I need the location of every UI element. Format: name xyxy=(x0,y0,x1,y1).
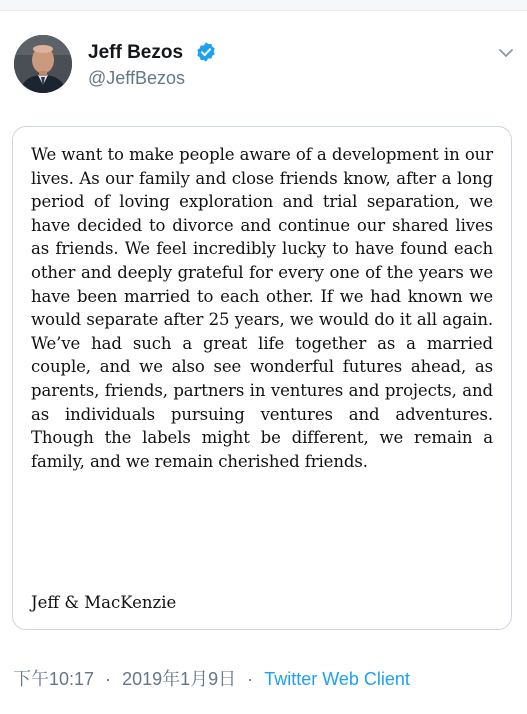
attached-note-image[interactable] xyxy=(12,126,512,630)
tweet-date[interactable]: 2019年1月9日 xyxy=(122,669,237,689)
note-text: We want to make people aware of a development in our lives. As our family and close friends know, after a long period of loving exploration and trial separation, we have decided to divorce and continue our shared lives as friends. We feel incredibly lucky to have found each other and deeply grateful for every one of the years we have been married to each other. If we had known we would separate after 25 years, we would do it all again. We’ve had such a great life together as a married couple, and we also see wonderful futures ahead, as parents, friends, partners in ventures and projects, and as individuals pursuing ventures and adventures. Though the labels might be different, we remain a family, and we remain cherished friends. xyxy=(31,145,493,471)
verified-badge-icon xyxy=(195,41,217,63)
avatar[interactable] xyxy=(14,35,72,93)
meta-separator: · xyxy=(247,669,254,689)
chevron-down-icon[interactable] xyxy=(496,43,516,63)
tweet-client-link[interactable]: Twitter Web Client xyxy=(264,669,410,689)
tweet-meta xyxy=(13,665,410,691)
user-handle[interactable]: @JeffBezos xyxy=(88,68,185,88)
tweet-header xyxy=(0,10,527,110)
display-name[interactable]: Jeff Bezos xyxy=(88,42,184,63)
meta-separator: · xyxy=(105,669,112,689)
note-signature: Jeff & MacKenzie xyxy=(31,593,177,612)
tweet-time[interactable]: 下午10:17 xyxy=(13,669,95,689)
